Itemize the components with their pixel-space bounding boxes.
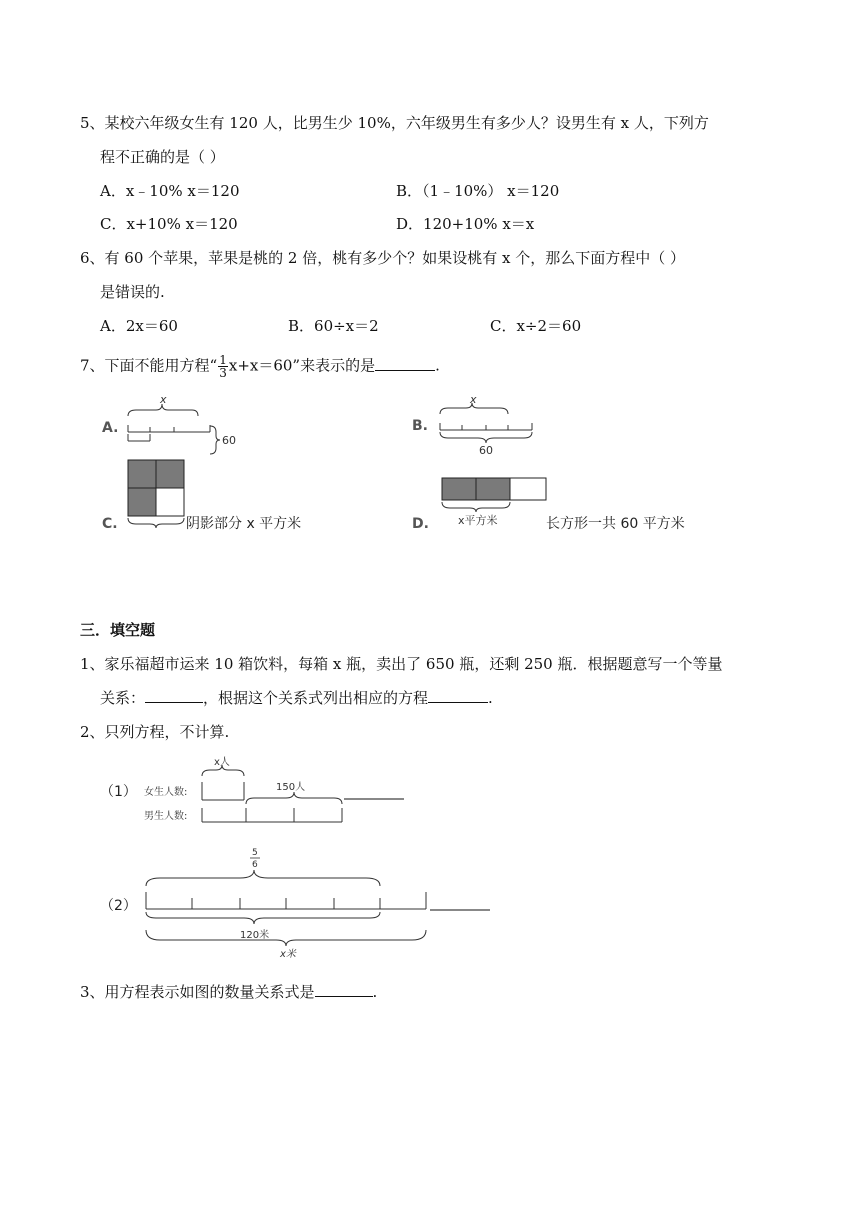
fig-c-brace bbox=[128, 518, 184, 528]
q7-answer-blank[interactable] bbox=[375, 370, 435, 371]
f3-end: . bbox=[372, 983, 378, 1001]
fig-d-part-1 bbox=[442, 478, 476, 500]
f2-line: 2、只列方程，不计算. bbox=[80, 723, 230, 741]
f2p2-len: 120米 bbox=[240, 930, 270, 941]
f2p1-diff-brace bbox=[246, 792, 342, 804]
f2p2-total: x米 bbox=[280, 949, 296, 960]
f3-text: 3、用方程表示如图的数量关系式是 bbox=[80, 983, 315, 1001]
q7-fraction bbox=[218, 354, 228, 379]
q5-option-b[interactable]: B．（1﹣10%） x＝120 bbox=[396, 182, 560, 200]
fig-c-square-1 bbox=[128, 460, 156, 488]
q5-option-d[interactable]: D．120+10% x＝x bbox=[396, 215, 535, 233]
q5-line2: 程不正确的是（ ） bbox=[100, 148, 225, 166]
fig-c-square-4 bbox=[156, 488, 184, 516]
fig-d-text2: 长方形一共 60 平方米 bbox=[546, 516, 685, 532]
f1-line2c: . bbox=[488, 689, 493, 707]
f2p2-label: （2） bbox=[100, 898, 137, 914]
f1-line2b: ，根据这个关系式列出相应的方程 bbox=[203, 689, 429, 707]
f2p1-girls: 女生人数: bbox=[144, 787, 188, 798]
fig-a-label: A. bbox=[102, 420, 119, 436]
fig-d-text1: x平方米 bbox=[458, 514, 498, 527]
f2p2-top-brace bbox=[146, 870, 380, 886]
f1-line1: 1、家乐福超市运来 10 箱饮料，每箱 x 瓶，卖出了 650 瓶，还剩 250 瓶．根据题意写一个等量 bbox=[80, 655, 723, 673]
fig-d-part-2 bbox=[476, 478, 510, 500]
q6-line1: 6、有 60 个苹果，苹果是桃的 2 倍，桃有多少个？如果设桃有 x 个，那么下面方程中（ ） bbox=[80, 249, 686, 267]
fig-b-label: B. bbox=[412, 418, 428, 434]
fig-b-var: x bbox=[470, 394, 477, 406]
q7-end: . bbox=[435, 356, 440, 375]
q5-option-a[interactable]: A．x﹣10% x＝120 bbox=[100, 182, 240, 200]
q6-option-b[interactable]: B．60÷x＝2 bbox=[288, 317, 379, 335]
fig-a-val: 60 bbox=[222, 434, 236, 447]
q7-figure bbox=[96, 394, 696, 544]
f2p2-frac-den: 6 bbox=[252, 860, 258, 870]
fig-c-label: C. bbox=[102, 516, 118, 532]
f2p1-label: （1） bbox=[100, 784, 137, 800]
q6-option-c[interactable]: C．x÷2＝60 bbox=[490, 317, 582, 335]
fig-c-square-2 bbox=[156, 460, 184, 488]
fig-a-var: x bbox=[160, 394, 167, 406]
f3-line bbox=[80, 982, 377, 1002]
q7-line bbox=[80, 354, 440, 379]
fig-a-right-brace bbox=[210, 426, 220, 454]
f3-answer-blank[interactable] bbox=[315, 996, 373, 997]
f2p1-boys: 男生人数: bbox=[144, 811, 188, 822]
q7-prefix: 7、下面不能用方程“ bbox=[80, 356, 218, 375]
fig-b-bottom-brace bbox=[440, 432, 532, 443]
fig-d-part-3 bbox=[510, 478, 546, 500]
fig-c-square-3 bbox=[128, 488, 156, 516]
f1-line2a: 关系： bbox=[100, 689, 146, 707]
f2p2-mid-brace bbox=[146, 912, 380, 924]
fig-d-label: D. bbox=[412, 516, 429, 532]
section-3-title: 三．填空题 bbox=[80, 621, 156, 639]
q7-suffix: x+x＝60”来表示的是 bbox=[228, 356, 376, 375]
fig-d-brace bbox=[442, 502, 510, 512]
f2p1-diff: 150人 bbox=[276, 782, 306, 793]
f2-figure-1 bbox=[100, 756, 420, 828]
q7-frac-den: 3 bbox=[219, 366, 227, 380]
f2p1-x: x人 bbox=[214, 757, 230, 768]
f1-blank-relation[interactable] bbox=[145, 702, 203, 703]
fig-b-val: 60 bbox=[479, 444, 493, 457]
f2-figure-2 bbox=[100, 846, 500, 962]
fig-c-text: 阴影部分 x 平方米 bbox=[186, 516, 302, 532]
q5-option-c[interactable]: C．x+10% x＝120 bbox=[100, 215, 238, 233]
f1-line2 bbox=[100, 688, 493, 708]
q5-line1: 5、某校六年级女生有 120 人，比男生少 10%，六年级男生有多少人？设男生有 x 人，下列方 bbox=[80, 114, 709, 132]
q7-frac-num: 1 bbox=[219, 353, 227, 367]
f2p2-frac-num: 5 bbox=[252, 848, 258, 858]
f2p2-bottom-brace bbox=[146, 930, 426, 946]
q6-option-a[interactable]: A．2x＝60 bbox=[100, 317, 178, 335]
f1-blank-equation[interactable] bbox=[428, 702, 488, 703]
q6-line2: 是错误的. bbox=[100, 283, 165, 301]
